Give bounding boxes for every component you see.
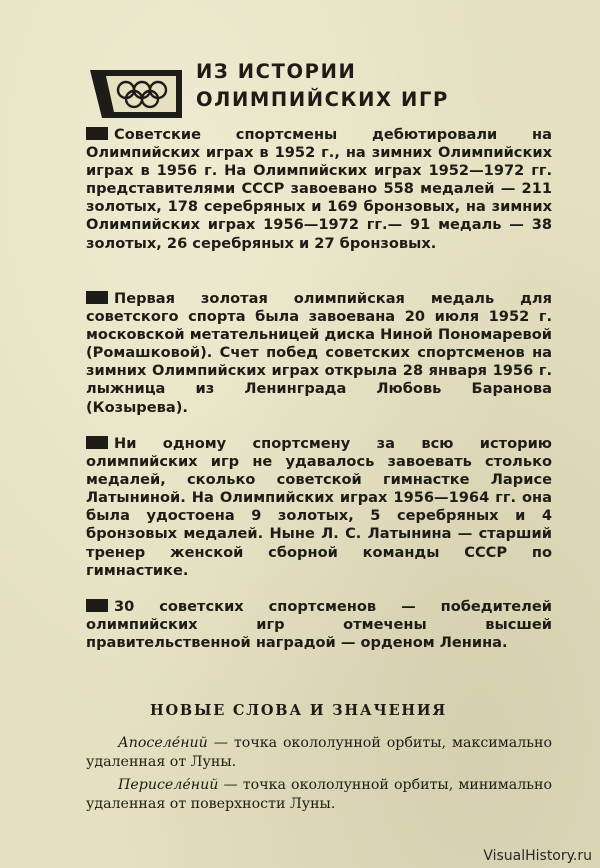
glossary-term: Апоселе́ний (118, 735, 208, 751)
heading-line-1: ИЗ ИСТОРИИ (196, 60, 357, 83)
fact-paragraph (86, 598, 552, 652)
glossary-term: Периселе́ний (118, 777, 219, 793)
fact-text: 30 советских спортсменов — победителей олимпийских игр отмечены высшей правительственной наградой — орденом Ленина. (86, 598, 552, 652)
glossary-entry (86, 776, 552, 814)
square-bullet-icon (86, 599, 108, 612)
square-bullet-icon (86, 436, 108, 449)
fact-text: Первая золотая олимпийская медаль для советского спорта была завоевана 20 июля 1952 г. московской метательницей диска Ниной Пономаревой (Ромашковой). Счет побед советских спортсменов на зимних Олимпийских играх открыла 28 января 1956 г. лыжница из Ленинграда Любовь Баранова (Козырева). (86, 290, 552, 416)
olympic-rings-icon (88, 66, 186, 122)
square-bullet-icon (86, 291, 108, 304)
fact-text: Ни одному спортсмену за всю историю олимпийских игр не удавалось завоевать столько медалей, сколько советской гимнастке Ларисе Латыниной. На Олимпийских играх 1956—1964 гг. она была удостоена 9 золотых, 5 серебряных и 4 бронзовых медалей. Ныне Л. С. Латынина — старший тренер женской сборной команды СССР по гимнастике. (86, 435, 552, 579)
fact-paragraph (86, 290, 552, 417)
fact-paragraph (86, 435, 552, 580)
heading-line-2: ОЛИМПИЙСКИХ ИГР (196, 88, 449, 111)
glossary-definition: — точка окололунной орбиты, максимально удаленная от Луны. (86, 735, 552, 770)
watermark: VisualHistory.ru (483, 848, 592, 864)
glossary-title: НОВЫЕ СЛОВА И ЗНАЧЕНИЯ (150, 702, 448, 719)
article-heading (196, 58, 449, 114)
glossary-entry (86, 734, 552, 772)
square-bullet-icon (86, 127, 108, 140)
fact-paragraph (86, 126, 552, 253)
fact-text: Советские спортсмены дебютировали на Олимпийских играх в 1952 г., на зимних Олимпийских играх в 1956 г. На Олимпийских играх 1952—1972 гг. представителями СССР завоевано 558 медалей — 211 золотых, 178 серебряных и 169 бронзовых, на зимних Олимпийских играх 1956—1972 гг.— 91 медаль — 38 золотых, 26 серебряных и 27 бронзовых. (86, 126, 552, 252)
glossary-definition: — точка окололунной орбиты, минимально удаленная от поверхности Луны. (86, 777, 552, 812)
